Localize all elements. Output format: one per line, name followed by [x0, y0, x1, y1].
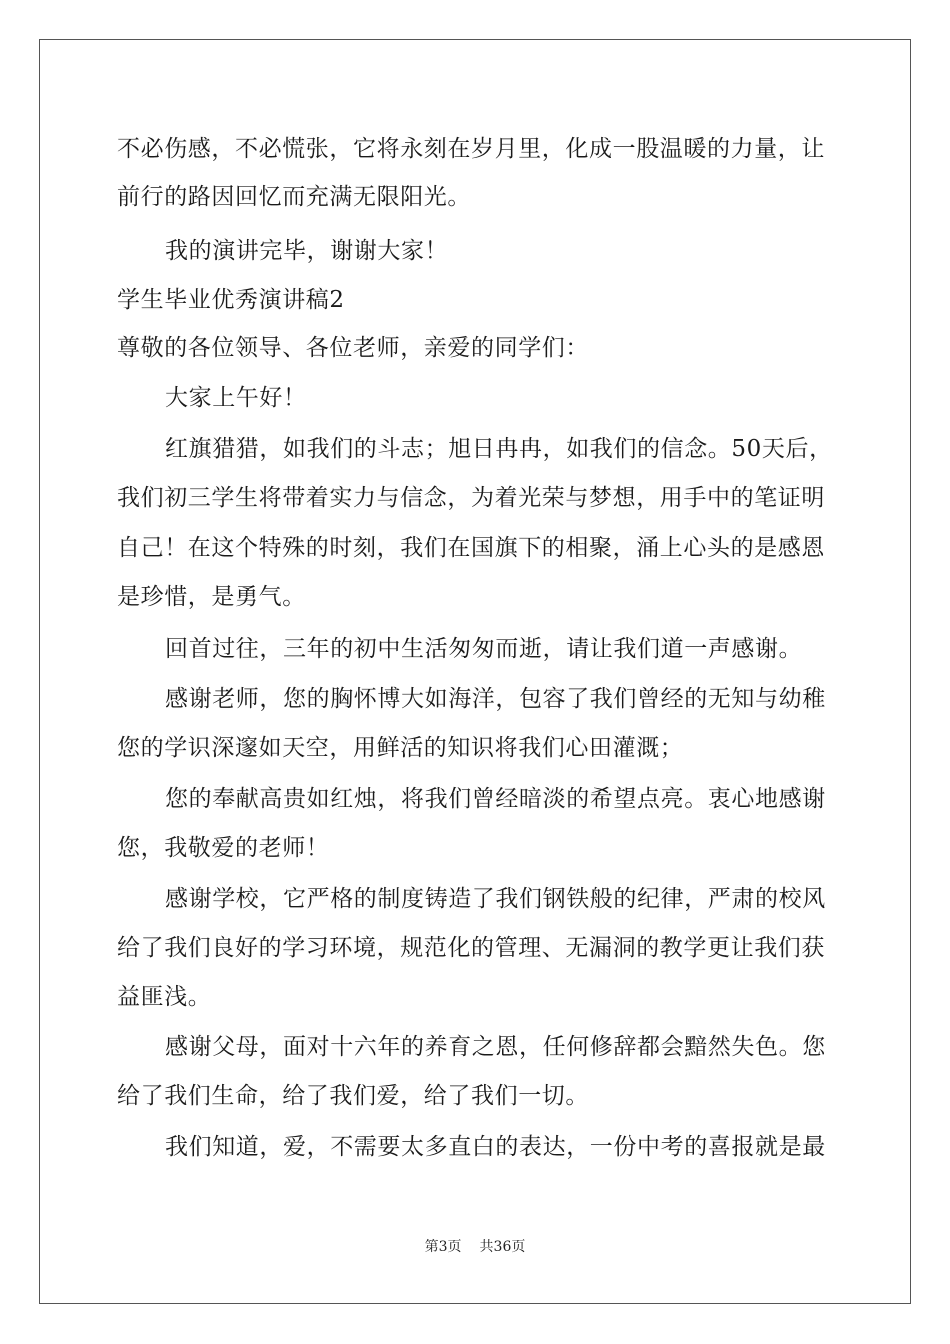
text-line: 我们初三学生将带着实力与信念，为着光荣与梦想，用手中的笔证明 — [117, 485, 825, 511]
section-heading: 学生毕业优秀演讲稿2 — [117, 287, 345, 313]
text-line: 给了我们良好的学习环境，规范化的管理、无漏洞的教学更让我们获 — [117, 935, 825, 961]
text-line: 感谢父母，面对十六年的养育之恩，任何修辞都会黯然失色。您 — [165, 1034, 826, 1060]
text-line: 感谢老师，您的胸怀博大如海洋，包容了我们曾经的无知与幼稚 — [165, 686, 826, 712]
text-line: 红旗猎猎，如我们的斗志；旭日冉冉，如我们的信念。50天后， — [165, 436, 833, 462]
text-line: 自己！在这个特殊的时刻，我们在国旗下的相聚，涌上心头的是感恩 — [117, 535, 825, 561]
text-line: 给了我们生命，给了我们爱，给了我们一切。 — [117, 1083, 589, 1109]
text-line: 不必伤感，不必慌张，它将永刻在岁月里，化成一股温暖的力量，让 — [117, 136, 825, 162]
text-line: 前行的路因回忆而充满无限阳光。 — [117, 184, 471, 210]
text-line: 我们知道，爱，不需要太多直白的表达，一份中考的喜报就是最 — [165, 1134, 826, 1160]
text-line: 感谢学校，它严格的制度铸造了我们钢铁般的纪律，严肃的校风 — [165, 886, 826, 912]
page-number: 第3页 — [424, 1239, 462, 1255]
text-line: 是珍惜，是勇气。 — [117, 584, 306, 610]
page-footer — [0, 1238, 950, 1256]
text-line: 回首过往，三年的初中生活匆匆而逝，请让我们道一声感谢。 — [165, 636, 803, 662]
salutation: 尊敬的各位领导、各位老师，亲爱的同学们： — [117, 335, 589, 361]
text-line: 益匪浅。 — [117, 984, 212, 1010]
text-line: 您的奉献高贵如红烛，将我们曾经暗淡的希望点亮。衷心地感谢 — [165, 786, 826, 812]
page-total: 共36页 — [479, 1239, 526, 1255]
page-border — [39, 39, 911, 1304]
text-line: 您，我敬爱的老师！ — [117, 835, 330, 861]
text-line: 您的学识深邃如天空，用鲜活的知识将我们心田灌溉； — [117, 735, 684, 761]
greeting: 大家上午好！ — [165, 385, 307, 411]
text-line: 我的演讲完毕，谢谢大家！ — [165, 238, 449, 264]
